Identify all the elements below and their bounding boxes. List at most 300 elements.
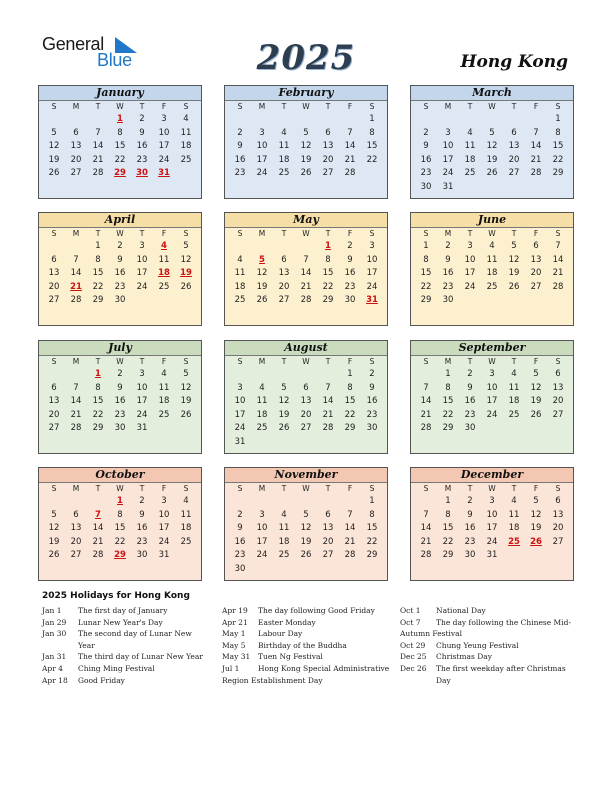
day-cell: 15	[366, 523, 378, 534]
day-cell: 30	[114, 295, 126, 306]
day-cell: 26	[486, 168, 498, 179]
holiday-name: Tuen Ng Festival	[258, 652, 323, 662]
month-august	[224, 340, 388, 454]
day-cell: 12	[278, 396, 290, 407]
day-cell: 2	[237, 509, 243, 520]
day-cell: 25	[180, 536, 192, 547]
weekday-label: T	[511, 229, 517, 238]
holiday-item	[42, 651, 210, 663]
day-cell: 13	[48, 268, 60, 279]
day-cell: 10	[486, 509, 498, 520]
weekday-label: S	[51, 484, 57, 493]
day-cell: 13	[300, 396, 312, 407]
day-cell: 29	[92, 423, 104, 434]
day-cell-empty	[87, 113, 109, 127]
weekday-label: S	[183, 484, 189, 493]
day-cell: 5	[281, 382, 287, 393]
day-cell: 4	[467, 127, 473, 138]
day-cell: 12	[180, 254, 192, 265]
day-cell: 20	[322, 154, 334, 165]
holiday-date: Apr 21	[222, 617, 248, 627]
day-cell: 28	[92, 550, 104, 561]
day-cell: 23	[420, 168, 432, 179]
weekday-label: M	[258, 229, 266, 238]
day-cell: 27	[508, 168, 520, 179]
day-cell: 4	[237, 254, 243, 265]
day-cell: 23	[234, 168, 246, 179]
day-cell: 14	[420, 523, 432, 534]
holiday-date: Oct 7	[400, 617, 421, 627]
weekday-label: T	[511, 484, 517, 493]
day-cell: 27	[70, 168, 82, 179]
day-cell: 16	[464, 523, 476, 534]
day-cell: 17	[442, 154, 454, 165]
day-cell: 6	[511, 127, 517, 138]
day-cell: 16	[420, 154, 432, 165]
day-cell: 1	[555, 114, 561, 124]
day-cell: 2	[467, 369, 473, 379]
holiday-item	[42, 675, 210, 687]
day-cell: 13	[322, 141, 334, 152]
day-cell: 8	[555, 127, 561, 138]
day-cell: 4	[489, 241, 495, 251]
day-cell: 19	[300, 536, 312, 547]
day-cell: 1	[445, 496, 451, 506]
day-cell: 6	[555, 496, 561, 506]
day-cell: 12	[508, 254, 520, 265]
weekday-label: S	[369, 229, 375, 238]
day-cell: 28	[70, 423, 82, 434]
day-cell: 26	[180, 409, 192, 420]
day-cell: 14	[552, 254, 564, 265]
day-cell: 24	[486, 536, 498, 547]
day-cell: 28	[300, 295, 312, 306]
weekday-label: T	[467, 357, 473, 366]
day-cell: 11	[278, 523, 290, 534]
day-grid	[39, 228, 201, 308]
holiday-name: National Day	[436, 606, 486, 615]
day-cell: 22	[92, 281, 104, 292]
day-cell: 4	[161, 369, 167, 379]
day-cell: 28	[344, 168, 356, 179]
day-cell: 17	[486, 523, 498, 534]
day-cell: 15	[344, 396, 356, 407]
holiday-item	[400, 640, 582, 652]
weekday-label: W	[302, 484, 310, 493]
day-cell: 16	[234, 154, 246, 165]
day-cell: 13	[508, 141, 520, 152]
day-grid	[225, 356, 387, 450]
holiday-list	[42, 591, 582, 685]
weekday-label: S	[423, 102, 429, 111]
month-name: September	[411, 341, 573, 356]
day-cell: 24	[256, 550, 268, 561]
weekday-label: T	[511, 357, 517, 366]
weekday-label: F	[161, 102, 167, 111]
holiday-item	[222, 640, 392, 652]
holiday-name: Hong Kong Special Administrative Region Establishment Day	[222, 663, 390, 685]
day-cell: 20	[278, 281, 290, 292]
day-grid	[39, 356, 201, 436]
day-cell: 13	[70, 523, 82, 534]
day-cell: 15	[420, 268, 432, 279]
day-cell: 11	[158, 382, 170, 393]
month-february	[224, 85, 388, 199]
day-cell: 10	[464, 254, 476, 265]
day-cell: 7	[73, 254, 79, 265]
day-cell: 28	[552, 281, 564, 292]
day-cell: 20	[322, 536, 334, 547]
day-cell: 14	[530, 141, 542, 152]
day-cell: 29	[344, 423, 356, 434]
weekday-label: S	[237, 484, 243, 493]
day-cell: 23	[234, 550, 246, 561]
day-cell: 29	[552, 168, 564, 179]
day-cell: 30	[442, 295, 454, 306]
day-cell: 8	[445, 382, 451, 393]
day-cell: 22	[366, 536, 378, 547]
day-cell: 16	[464, 396, 476, 407]
day-cell: 16	[136, 141, 148, 152]
day-cell: 2	[117, 369, 123, 379]
day-cell: 14	[420, 396, 432, 407]
weekday-label: F	[533, 357, 539, 366]
day-cell-holiday: 1	[117, 114, 123, 124]
day-cell-empty	[251, 495, 273, 509]
day-cell: 5	[51, 509, 57, 520]
month-june	[410, 212, 574, 326]
day-cell: 3	[259, 509, 265, 520]
day-cell: 27	[322, 550, 334, 561]
day-cell: 16	[114, 396, 126, 407]
month-name: August	[225, 341, 387, 356]
day-cell: 15	[442, 523, 454, 534]
holiday-name: Ching Ming Festival	[78, 663, 155, 673]
day-cell-empty	[273, 240, 295, 254]
day-cell: 16	[344, 268, 356, 279]
holiday-name: The first day of January	[78, 606, 168, 615]
weekday-label: S	[183, 229, 189, 238]
day-cell: 11	[180, 509, 192, 520]
day-cell-empty	[459, 113, 481, 127]
day-cell: 26	[180, 281, 192, 292]
weekday-label: F	[347, 484, 353, 493]
weekday-label: F	[347, 229, 353, 238]
day-cell: 21	[322, 409, 334, 420]
day-cell: 26	[300, 550, 312, 561]
day-cell: 23	[366, 409, 378, 420]
holiday-date: Oct 1	[400, 606, 421, 615]
day-cell: 27	[552, 536, 564, 547]
weekday-label: F	[347, 357, 353, 366]
day-cell: 26	[48, 550, 60, 561]
day-cell: 25	[486, 281, 498, 292]
day-cell-holiday: 30	[136, 168, 148, 179]
day-cell-empty	[229, 240, 251, 254]
day-cell: 14	[92, 523, 104, 534]
day-cell-empty	[43, 368, 65, 382]
day-cell: 12	[48, 141, 60, 152]
weekday-label: S	[555, 102, 561, 111]
weekday-label: S	[555, 229, 561, 238]
day-cell: 30	[114, 423, 126, 434]
holiday-date: Jan 30	[42, 629, 67, 639]
weekday-label: S	[369, 484, 375, 493]
day-cell: 18	[508, 396, 520, 407]
day-cell-empty	[229, 368, 251, 382]
weekday-label: M	[72, 484, 80, 493]
holiday-item	[222, 651, 392, 663]
day-cell: 8	[347, 382, 353, 393]
day-cell: 19	[486, 154, 498, 165]
day-cell: 8	[95, 254, 101, 265]
holiday-date: Apr 19	[222, 606, 248, 615]
day-grid	[39, 483, 201, 563]
day-cell: 16	[366, 396, 378, 407]
day-cell: 11	[486, 254, 498, 265]
day-cell: 2	[139, 114, 145, 124]
day-cell: 2	[237, 127, 243, 138]
weekday-label: T	[281, 102, 287, 111]
month-name: February	[225, 86, 387, 101]
day-grid	[411, 228, 573, 308]
day-cell: 26	[508, 281, 520, 292]
day-cell: 31	[234, 436, 246, 447]
day-cell: 14	[92, 141, 104, 152]
day-cell: 22	[442, 536, 454, 547]
holiday-item	[400, 663, 582, 686]
day-cell-empty	[229, 495, 251, 509]
day-cell: 29	[92, 295, 104, 306]
day-cell-empty	[251, 368, 273, 382]
day-cell: 20	[552, 523, 564, 534]
day-cell: 6	[73, 509, 79, 520]
day-cell: 25	[278, 168, 290, 179]
day-cell: 11	[256, 396, 268, 407]
day-cell: 29	[420, 295, 432, 306]
weekday-label: F	[533, 229, 539, 238]
day-cell: 17	[136, 268, 148, 279]
day-cell: 8	[369, 127, 375, 138]
day-cell: 19	[530, 523, 542, 534]
day-cell: 15	[114, 141, 126, 152]
day-cell: 3	[369, 241, 375, 251]
day-cell-holiday: 1	[117, 496, 123, 506]
day-grid	[225, 101, 387, 181]
day-cell: 7	[347, 509, 353, 520]
day-cell: 18	[234, 281, 246, 292]
day-cell: 28	[420, 423, 432, 434]
day-cell: 24	[366, 281, 378, 292]
day-cell: 23	[464, 536, 476, 547]
holiday-item	[400, 617, 582, 640]
holiday-item	[222, 628, 392, 640]
day-cell: 22	[114, 154, 126, 165]
weekday-label: T	[511, 102, 517, 111]
day-cell: 15	[442, 396, 454, 407]
day-cell-empty	[273, 113, 295, 127]
day-cell-empty	[65, 368, 87, 382]
day-cell: 27	[48, 423, 60, 434]
month-name: May	[225, 213, 387, 228]
day-cell: 30	[420, 181, 432, 192]
weekday-label: T	[95, 357, 101, 366]
day-cell: 2	[117, 241, 123, 251]
month-december	[410, 467, 574, 581]
day-cell: 8	[445, 509, 451, 520]
day-cell: 8	[325, 254, 331, 265]
day-cell: 8	[369, 509, 375, 520]
weekday-label: S	[369, 102, 375, 111]
day-cell: 17	[158, 523, 170, 534]
day-cell: 21	[70, 409, 82, 420]
holiday-date: Jul 1	[222, 663, 240, 673]
day-cell: 19	[180, 396, 192, 407]
day-cell: 22	[322, 281, 334, 292]
day-cell: 26	[48, 168, 60, 179]
day-cell: 13	[48, 396, 60, 407]
weekday-label: T	[139, 102, 145, 111]
day-cell: 8	[117, 127, 123, 138]
holiday-date: Dec 26	[400, 663, 427, 673]
day-cell: 9	[347, 254, 353, 265]
day-cell: 14	[322, 396, 334, 407]
day-cell: 14	[300, 268, 312, 279]
day-cell: 11	[508, 509, 520, 520]
day-cell: 4	[511, 369, 517, 379]
day-cell: 20	[70, 154, 82, 165]
day-cell: 2	[445, 241, 451, 251]
weekday-label: F	[533, 484, 539, 493]
day-cell: 23	[114, 281, 126, 292]
holiday-item	[222, 663, 392, 686]
day-cell-empty	[229, 113, 251, 127]
day-cell: 9	[237, 141, 243, 152]
day-cell: 11	[234, 268, 246, 279]
weekday-label: W	[116, 102, 124, 111]
weekday-label: T	[95, 484, 101, 493]
day-cell: 24	[256, 168, 268, 179]
holiday-item	[42, 663, 210, 675]
holiday-date: Oct 29	[400, 640, 426, 650]
holiday-name: Easter Monday	[258, 617, 316, 627]
day-cell: 14	[70, 268, 82, 279]
day-cell-holiday: 25	[508, 536, 520, 547]
day-cell: 8	[117, 509, 123, 520]
day-cell: 21	[344, 536, 356, 547]
day-grid	[39, 101, 201, 181]
day-cell: 25	[256, 423, 268, 434]
day-cell: 18	[278, 536, 290, 547]
day-cell-holiday: 29	[114, 168, 126, 179]
day-cell: 18	[256, 409, 268, 420]
month-september	[410, 340, 574, 454]
holiday-name: The third day of Lunar New Year	[78, 652, 203, 662]
day-cell: 16	[234, 536, 246, 547]
logo-text-blue: Blue	[97, 50, 132, 70]
weekday-label: T	[139, 357, 145, 366]
day-cell: 25	[158, 409, 170, 420]
day-cell: 18	[158, 396, 170, 407]
day-cell: 23	[344, 281, 356, 292]
day-cell-holiday: 18	[158, 268, 170, 279]
day-cell: 30	[464, 423, 476, 434]
day-cell: 9	[237, 523, 243, 534]
weekday-label: M	[444, 229, 452, 238]
day-cell: 21	[344, 154, 356, 165]
month-name: July	[39, 341, 201, 356]
day-cell: 3	[161, 496, 167, 506]
day-cell: 9	[139, 127, 145, 138]
day-cell: 13	[552, 382, 564, 393]
weekday-label: S	[183, 357, 189, 366]
weekday-label: M	[258, 484, 266, 493]
country-title: Hong Kong	[460, 52, 568, 72]
day-cell-empty	[503, 113, 525, 127]
day-cell: 15	[114, 523, 126, 534]
day-cell: 24	[464, 281, 476, 292]
day-cell: 21	[300, 281, 312, 292]
day-cell: 16	[442, 268, 454, 279]
day-cell: 30	[464, 550, 476, 561]
day-cell: 1	[369, 114, 375, 124]
day-cell: 21	[420, 536, 432, 547]
holiday-item	[42, 617, 210, 629]
day-cell: 2	[347, 241, 353, 251]
holiday-item	[42, 605, 210, 617]
weekday-label: W	[302, 102, 310, 111]
day-cell: 6	[281, 254, 287, 265]
month-name: October	[39, 468, 201, 483]
day-cell: 3	[139, 369, 145, 379]
day-cell: 5	[533, 369, 539, 379]
day-cell: 17	[256, 536, 268, 547]
day-cell: 25	[464, 168, 476, 179]
day-cell: 21	[420, 409, 432, 420]
day-cell: 20	[48, 281, 60, 292]
day-cell: 11	[508, 382, 520, 393]
day-cell: 20	[300, 409, 312, 420]
weekday-label: M	[444, 357, 452, 366]
day-cell: 20	[48, 409, 60, 420]
day-cell: 24	[136, 281, 148, 292]
day-cell: 15	[552, 141, 564, 152]
weekday-label: T	[325, 229, 331, 238]
day-cell: 20	[552, 396, 564, 407]
day-cell: 23	[114, 409, 126, 420]
day-cell: 8	[423, 254, 429, 265]
logo-text-general: General	[42, 34, 104, 54]
day-cell: 7	[325, 382, 331, 393]
day-grid	[411, 356, 573, 436]
weekday-label: W	[302, 229, 310, 238]
day-cell: 6	[51, 254, 57, 265]
day-cell: 14	[344, 523, 356, 534]
holiday-date: Apr 4	[42, 663, 63, 673]
weekday-label: M	[72, 229, 80, 238]
day-cell: 22	[114, 536, 126, 547]
day-cell-empty	[65, 113, 87, 127]
day-cell: 20	[530, 268, 542, 279]
day-cell: 22	[442, 409, 454, 420]
day-cell: 17	[234, 409, 246, 420]
weekday-label: S	[555, 357, 561, 366]
day-cell: 13	[278, 268, 290, 279]
weekday-label: T	[281, 229, 287, 238]
day-cell-holiday: 19	[180, 268, 192, 279]
holiday-name: Chung Yeung Festival	[436, 640, 519, 650]
day-cell: 9	[467, 509, 473, 520]
